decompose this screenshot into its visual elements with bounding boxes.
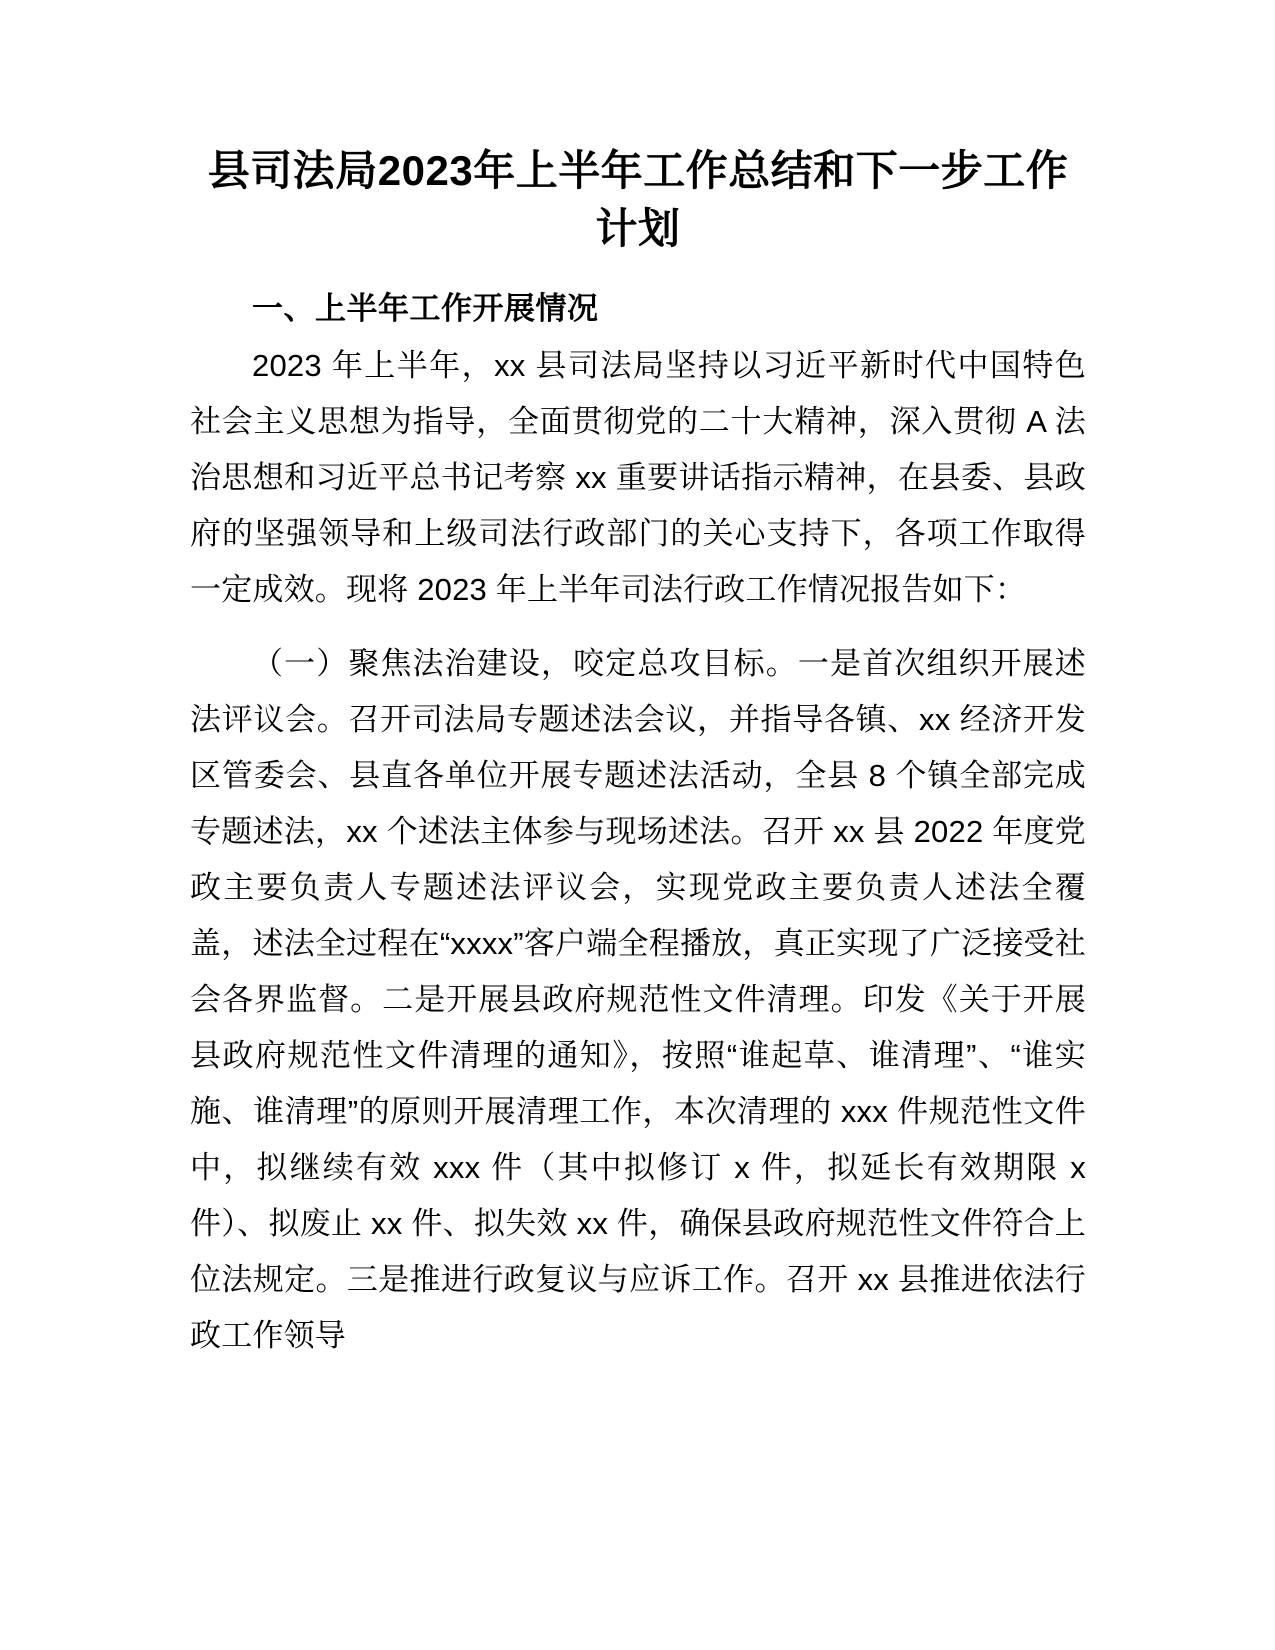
paragraph-overview: 2023 年上半年，xx 县司法局坚持以习近平新时代中国特色社会主义思想为指导，全面贯彻党的二十大精神，深入贯彻 A 法治思想和习近平总书记考察 xx 重要讲话指示精神，在县委、县政府的坚强领导和上级司法行政部门的关心支持下，各项工作取得一定成效。现将 2023 年上半年司法行政工作情况报告如下： [190, 348, 1086, 607]
paragraph-subsection-one: （一）聚焦法治建设，咬定总攻目标。一是首次组织开展述法评议会。召开司法局专题述法会议，并指导各镇、xx 经济开发区管委会、县直各单位开展专题述法活动，全县 8 个镇全部完成专题述法，xx 个述法主体参与现场述法。召开 xx 县 2022 年度党政主要负责人专题述法评议会，实现党政主要负责人述法全覆盖，述法全过程在“xxxx”客户端全程播放，真正实现了广泛接受社会各界监督。二是开展县政府规范性文件清理。印发《关于开展县政府规范性文件清理的通知》，按照“谁起草、谁清理”、“谁实施、谁清理”的原则开展清理工作，本次清理的 xxx 件规范性文件中，拟继续有效 xxx 件（其中拟修订 x 件，拟延长有效期限 x 件）、拟废止 xx 件、拟失效 xx 件，确保县政府规范性文件符合上位法规定。三是推进行政复议与应诉工作。召开 xx 县推进依法行政工作领导 [190, 646, 1086, 1353]
document-content-column [190, 0, 1086, 1364]
page-title: 县司法局2023年上半年工作总结和下一步工作计划 [207, 147, 1069, 252]
section-heading-1: 一、上半年工作开展情况 [252, 291, 599, 326]
